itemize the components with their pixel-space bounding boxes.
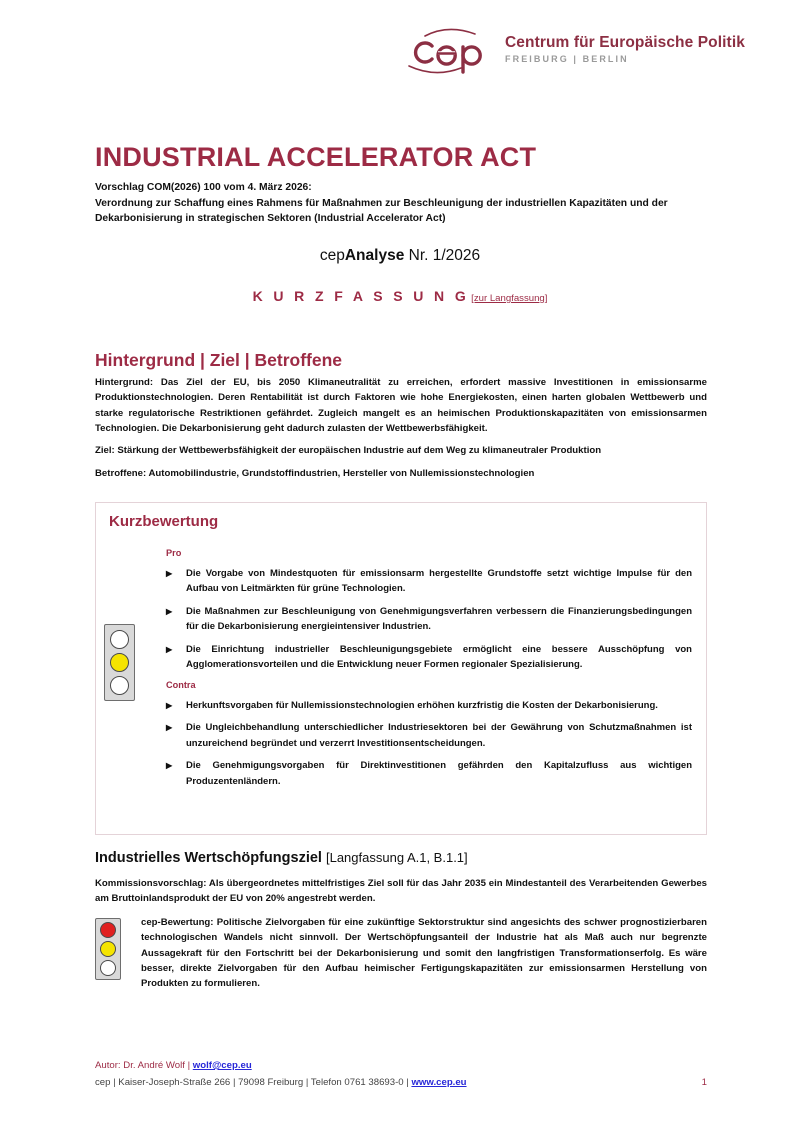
contra-bullet-item-text: Herkunftsvorgaben für Nullemissionstechnologien erhöhen kurzfristig die Kosten der Dekarbonisierung. [186, 700, 658, 711]
traffic-light-assessment-icon [95, 915, 141, 992]
contra-bullet-item-text: Die Ungleichbehandlung unterschiedlicher Industriesektoren bei der Gewährung von Schutzmaßnahmen ist unzureichend begründet und verzerrt Investitionsentscheidungen. [186, 722, 692, 749]
proposal-reference: Vorschlag COM(2026) 100 vom 4. März 2026: [95, 182, 312, 193]
section-heading-value-creation [95, 850, 468, 866]
org-locations: FREIBURG | BERLIN [505, 54, 629, 65]
footer-address-line [95, 1077, 467, 1088]
contra-bullet-item [166, 698, 692, 713]
cep-logo-header [405, 26, 745, 80]
website-link[interactable]: www.cep.eu [411, 1077, 467, 1088]
cep-logo-mark-icon [405, 26, 491, 80]
commission-proposal-text: Kommissionsvorschlag: Als übergeordnetes mittelfristiges Ziel soll für das Jahr 2035 ein Mindestanteil des Verarbeitenden Gewerbes am Bruttoinlandsprodukt der EU von 20% angestrebt werden. [95, 878, 707, 905]
pro-bullet-item [166, 642, 692, 673]
contra-bullet-list [166, 698, 692, 796]
contra-bullet-item [166, 720, 692, 751]
page-number: 1 [701, 1077, 707, 1088]
section-heading-text: Industrielles Wertschöpfungsziel [95, 850, 322, 866]
pro-bullet-item-text: Die Vorgabe von Mindestquoten für emissionsarm hergestellte Grundstoffe setzt wichtige Impulse für den Aufbau von Leitmärkten für grüne Technologien. [186, 568, 692, 595]
background-text: Hintergrund: Das Ziel der EU, bis 2050 Klimaneutralität zu erreichen, erfordert massive Investitionen in emissionsarme Produktionstechnologien. Deren Rentabilität ist durch Faktoren wie hohe Energiekosten, einen harten globalen Wettbewerb und starke regulatorische Restriktionen gefährdet. Zugleich mangelt es an heimischen Produktionskapazitäten von emissionsarmen Technologien. Die Dekarbonisierung geht dadurch zulasten der Wettbewerbsfähigkeit. [95, 377, 707, 435]
footer-author: Autor: Dr. André Wolf | [95, 1060, 193, 1071]
analysis-issue: Nr. 1/2026 [404, 247, 481, 264]
pro-bullet-item-text: Die Einrichtung industrieller Beschleunigungsgebiete ermöglicht eine bessere Ausschöpfung von Agglomerationsvorteilen und die Entwicklung neuer Formen regionaler Spezialisierung. [186, 643, 692, 670]
cep-assessment-text: cep-Bewertung: Politische Zielvorgaben für eine zukünftige Sektorstruktur sind angesichts des schwer prognostizierbaren technologischen Wandels nicht sinnvoll. Der Wertschöpfungsanteil der Industrie hat als Maß auch nur begrenzte Aussagekraft für den Fortschritt bei der Dekarbonisierung und somit den langfristigen Transformationserfolg. Es wäre besser, direkte Zielvorgaben für den Aufbau heimischer Fertigungskapazitäten zur emissionsarmen Herstellung von Produkten zu formulieren. [141, 917, 707, 990]
traffic-light-red-lamp [110, 630, 129, 649]
author-email-link[interactable]: wolf@cep.eu [192, 1060, 252, 1071]
assessment-yellow-lamp [100, 941, 116, 957]
contra-label: Contra [166, 680, 196, 690]
analysis-word: Analyse [344, 247, 405, 264]
document-subtitle [95, 180, 707, 227]
short-version-line [0, 288, 800, 306]
bullet-arrow-icon: ▶ [166, 761, 173, 771]
analysis-number [0, 247, 800, 265]
traffic-light-green-lamp [110, 676, 129, 695]
goal-text: Ziel: Stärkung der Wettbewerbsfähigkeit der europäischen Industrie auf dem Weg zu klimaneutraler Produktion [95, 445, 602, 456]
analysis-prefix: cep [319, 247, 345, 264]
org-name: Centrum für Europäische Politik [505, 34, 745, 51]
pro-bullet-item [166, 604, 692, 635]
bullet-arrow-icon: ▶ [166, 606, 173, 616]
pro-label: Pro [166, 548, 182, 558]
bullet-arrow-icon: ▶ [166, 701, 173, 710]
langfassung-link[interactable]: [zur Langfassung] [471, 293, 548, 304]
traffic-light-overall-icon [104, 624, 135, 701]
footer-address: cep | Kaiser-Joseph-Straße 266 | 79098 Freiburg | Telefon 0761 38693-0 | [95, 1077, 412, 1088]
traffic-light-yellow-lamp [110, 653, 129, 672]
affected-text: Betroffene: Automobilindustrie, Grundstoffindustrien, Hersteller von Nullemissionstechnologien [95, 468, 535, 479]
pro-bullet-item [166, 566, 692, 597]
kurzfassung-label: K U R Z F A S S U N G [252, 288, 470, 304]
section-heading-background: Hintergrund | Ziel | Betroffene [95, 350, 343, 370]
bullet-arrow-icon: ▶ [166, 644, 173, 654]
proposal-longtitle: Verordnung zur Schaffung eines Rahmens für Maßnahmen zur Beschleunigung der industriellen Kapazitäten und der Dekarbonisierung in strategischen Sektoren (Industrial Accelerator Act) [95, 197, 668, 225]
cep-assessment-block [95, 915, 707, 992]
pro-bullet-list [166, 566, 692, 679]
short-assessment-box [95, 502, 707, 835]
document-title: INDUSTRIAL ACCELERATOR ACT [95, 142, 537, 172]
bullet-arrow-icon: ▶ [166, 723, 173, 733]
assessment-green-lamp [100, 960, 116, 976]
short-assessment-title: Kurzbewertung [109, 513, 219, 530]
footer-divider [95, 1052, 707, 1053]
section-reference: [Langfassung A.1, B.1.1] [325, 850, 468, 865]
org-identity [505, 26, 745, 64]
assessment-red-lamp [100, 922, 116, 938]
footer-author-line [95, 1060, 252, 1071]
bullet-arrow-icon: ▶ [166, 569, 173, 578]
pro-bullet-item-text: Die Maßnahmen zur Beschleunigung von Genehmigungsverfahren verbessern die Finanzierungsbedingungen für die Dekarbonisierung energieintensiver Industrien. [186, 605, 692, 633]
contra-bullet-item [166, 758, 692, 789]
contra-bullet-item-text: Die Genehmigungsvorgaben für Direktinvestitionen gefährden den Kapitalzufluss aus wichtigen Produzentenländern. [186, 760, 692, 787]
